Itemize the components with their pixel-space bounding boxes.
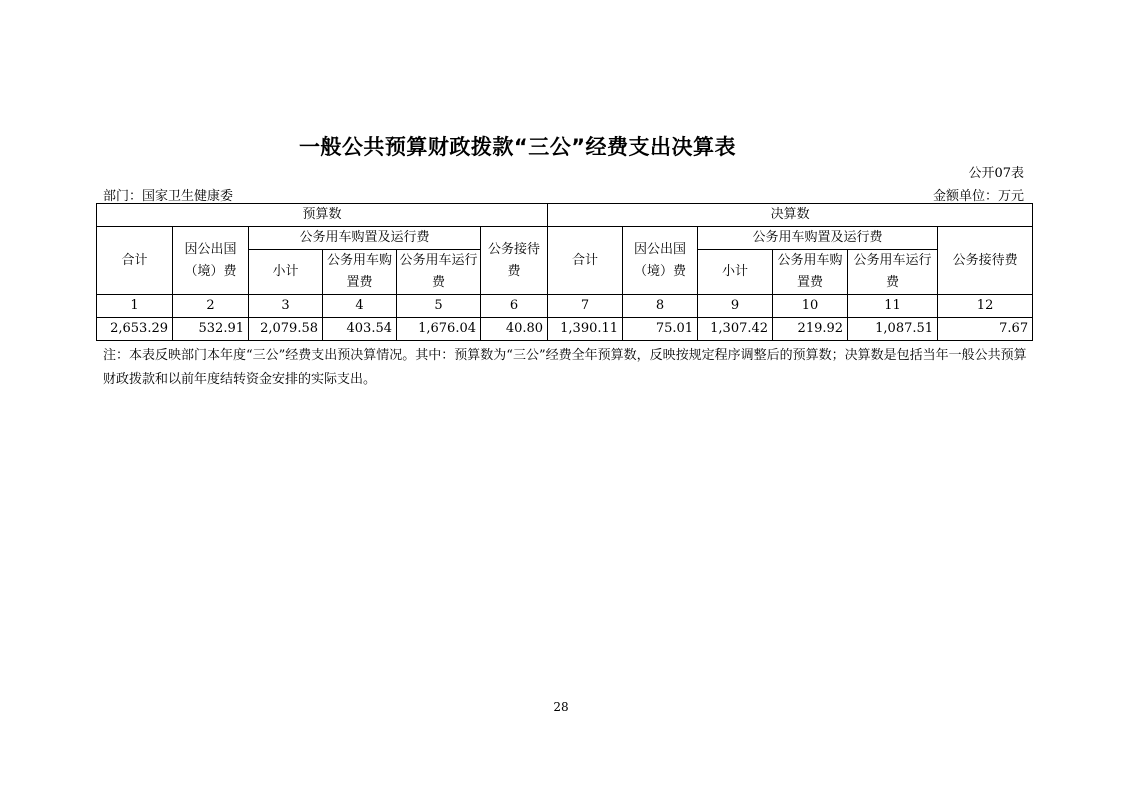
value-cell: 532.91	[173, 318, 249, 341]
header-abroad-final: 因公出国（境）费	[623, 227, 698, 295]
expenditure-table	[96, 203, 1033, 341]
unit-label: 金额单位：万元	[932, 189, 1024, 204]
value-cell: 1,307.42	[698, 318, 773, 341]
header-vehicle-purchase-budget: 公务用车购置费	[323, 250, 397, 295]
header-vehicle-purchase-final: 公务用车购置费	[773, 250, 848, 295]
header-reception-budget: 公务接待费	[481, 227, 548, 295]
value-cell: 403.54	[323, 318, 397, 341]
value-cell: 1,676.04	[397, 318, 481, 341]
column-index: 8	[623, 295, 698, 318]
header-row-columns	[97, 227, 1033, 250]
data-row	[97, 318, 1033, 341]
column-index: 1	[97, 295, 173, 318]
value-cell: 1,087.51	[848, 318, 938, 341]
column-index-row	[97, 295, 1033, 318]
header-vehicle-operation-final: 公务用车运行费	[848, 250, 938, 295]
footnote: 注：本表反映部门本年度“三公”经费支出预决算情况。其中：预算数为“三公”经费全年预算数，反映按规定程序调整后的预算数；决算数是包括当年一般公共预算财政拨款和以前年度结转资金安排的实际支出。	[103, 348, 1027, 387]
column-index: 6	[481, 295, 548, 318]
column-index: 7	[548, 295, 623, 318]
header-subtotal-final: 小计	[698, 250, 773, 295]
header-total-budget: 合计	[97, 227, 173, 295]
header-vehicle-group-final: 公务用车购置及运行费	[698, 227, 938, 250]
value-cell: 7.67	[938, 318, 1033, 341]
header-vehicle-group-budget: 公务用车购置及运行费	[249, 227, 481, 250]
value-cell: 2,079.58	[249, 318, 323, 341]
column-index: 10	[773, 295, 848, 318]
column-index: 5	[397, 295, 481, 318]
page-number: 28	[553, 700, 569, 714]
header-total-final: 合计	[548, 227, 623, 295]
header-vehicle-operation-budget: 公务用车运行费	[397, 250, 481, 295]
value-cell: 40.80	[481, 318, 548, 341]
value-cell: 1,390.11	[548, 318, 623, 341]
header-subtotal-budget: 小计	[249, 250, 323, 295]
table-title: 一般公共预算财政拨款“三公”经费支出决算表	[298, 135, 737, 159]
column-index: 9	[698, 295, 773, 318]
form-number: 公开07表	[968, 166, 1024, 181]
value-cell: 75.01	[623, 318, 698, 341]
header-budget: 预算数	[97, 204, 548, 227]
department-label: 部门：国家卫生健康委	[103, 189, 234, 204]
column-index: 11	[848, 295, 938, 318]
column-index: 2	[173, 295, 249, 318]
value-cell: 2,653.29	[97, 318, 173, 341]
header-abroad-budget: 因公出国（境）费	[173, 227, 249, 295]
column-index: 4	[323, 295, 397, 318]
header-row-groups	[97, 204, 1033, 227]
column-index: 3	[249, 295, 323, 318]
value-cell: 219.92	[773, 318, 848, 341]
header-reception-final: 公务接待费	[938, 227, 1033, 295]
header-final: 决算数	[548, 204, 1033, 227]
column-index: 12	[938, 295, 1033, 318]
